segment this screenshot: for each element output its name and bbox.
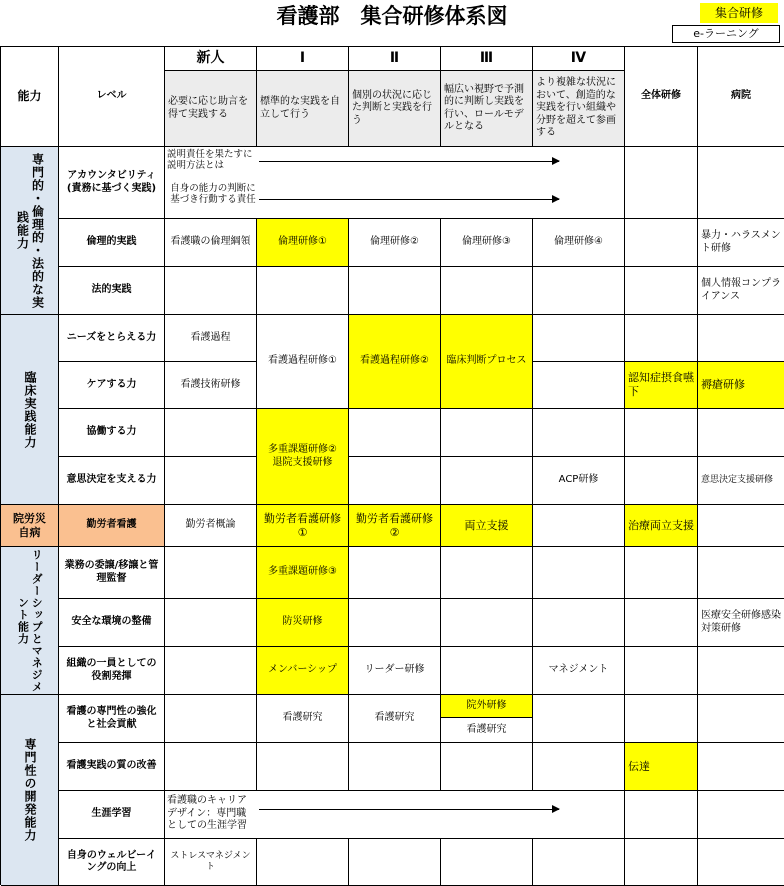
needs-4 (533, 315, 625, 362)
ethics-1: 倫理研修① (257, 219, 349, 267)
process-1: 看護過程研修① (257, 315, 349, 409)
category-clinical (1, 315, 59, 505)
legal-1 (257, 267, 349, 315)
wellbeing-ward (698, 839, 784, 886)
research-3-wrap (441, 695, 533, 743)
row-needs: ニーズをとらえる力 (59, 315, 165, 362)
professional-new (165, 695, 257, 743)
member-ward (698, 647, 784, 695)
research-2: 看護研究 (349, 695, 441, 743)
management-4: マネジメント (533, 647, 625, 695)
lifelong-arrow (259, 809, 559, 810)
quality-3 (441, 743, 533, 791)
wound-ward: 褥瘡研修 (698, 362, 784, 409)
multi-3: 多重課題研修③ (257, 547, 349, 599)
header-level: レベル (59, 47, 165, 147)
accountability-item-1: 説明責任を果たすに説明方法とは (167, 149, 253, 172)
row-legal: 法的実践 (59, 267, 165, 315)
row-delegation: 業務の委譲/移譲と管理監督 (59, 547, 165, 599)
environment-new (165, 599, 257, 647)
delegation-3 (441, 547, 533, 599)
quality-new (165, 743, 257, 791)
collab-2 (349, 409, 441, 457)
row-labor: 勤労者看護 (59, 505, 165, 547)
delegation-4 (533, 547, 625, 599)
decision-3 (441, 457, 533, 505)
collab-new (165, 409, 257, 457)
level-name-1: Ⅰ (257, 47, 349, 71)
level-name-4: Ⅳ (533, 47, 625, 71)
dementia-all: 認知症摂食嚥下 (625, 362, 698, 409)
legal-2 (349, 267, 441, 315)
ethics-ward: 暴力・ハラスメント研修 (698, 219, 784, 267)
labor-1: 勤労者看護研修① (257, 505, 349, 547)
ethics-3: 倫理研修③ (441, 219, 533, 267)
category-ethics (1, 147, 59, 315)
delegation-2 (349, 547, 441, 599)
environment-3 (441, 599, 533, 647)
decision-2 (349, 457, 441, 505)
legend-group-training: 集合研修 (700, 3, 778, 23)
row-professional: 看護の専門性の強化と社会貢献 (59, 695, 165, 743)
legal-new (165, 267, 257, 315)
category-development (1, 695, 59, 886)
header-ability: 能力 (1, 47, 59, 147)
accountability-all (625, 147, 698, 219)
professional-4 (533, 695, 625, 743)
quality-2 (349, 743, 441, 791)
needs-all (625, 315, 698, 362)
row-wellbeing: 自身のウェルビーイングの向上 (59, 839, 165, 886)
multi-discharge-1 (257, 409, 349, 505)
delegation-new (165, 547, 257, 599)
legal-4 (533, 267, 625, 315)
collab-3 (441, 409, 533, 457)
decision-new (165, 457, 257, 505)
external-training: 院外研修 (441, 695, 532, 718)
legal-ward: 個人情報コンプライアンス (698, 267, 784, 315)
legal-all (625, 267, 698, 315)
research-3: 看護研究 (466, 723, 507, 735)
collab-ward (698, 409, 784, 457)
environment-2 (349, 599, 441, 647)
accountability-arrow-1 (259, 161, 559, 162)
discharge-label: 退院支援研修 (272, 456, 333, 468)
quality-ward (698, 743, 784, 791)
care-4 (533, 362, 625, 409)
row-decision: 意思決定を支える力 (59, 457, 165, 505)
lifelong-span (165, 791, 625, 839)
multi-task-2-label: 多重課題研修② (268, 444, 337, 455)
category-development-label: 専門性の開発能力 (23, 738, 37, 842)
row-care: ケアする力 (59, 362, 165, 409)
delegation-all (625, 547, 698, 599)
ethics-all (625, 219, 698, 267)
labor-ward (698, 505, 784, 547)
row-member: 組織の一員としての役割発揮 (59, 647, 165, 695)
labor-4 (533, 505, 625, 547)
header-all-training: 全体研修 (625, 47, 698, 147)
environment-all (625, 599, 698, 647)
membership-1: メンバーシップ (257, 647, 349, 695)
row-lifelong: 生涯学習 (59, 791, 165, 839)
safety-ward: 医療安全研修感染対策研修 (698, 599, 784, 647)
professional-ward (698, 695, 784, 743)
wellbeing-3 (441, 839, 533, 886)
training-grid (0, 46, 784, 885)
ethics-new: 看護職の倫理綱領 (165, 219, 257, 267)
level-name-3: Ⅲ (441, 47, 533, 71)
level-desc-4: より複雑な状況において、創造的な実践を行い組織や分野を超えて参画する (533, 71, 625, 147)
ethics-4: 倫理研修④ (533, 219, 625, 267)
stress-new: ストレスマネジメント (165, 839, 257, 886)
care-new: 看護技術研修 (165, 362, 257, 409)
process-2: 看護過程研修② (349, 315, 441, 409)
category-leadership (1, 547, 59, 695)
needs-ward (698, 315, 784, 362)
needs-new: 看護過程 (165, 315, 257, 362)
page-title: 看護部 集合研修体系図 (276, 4, 508, 28)
row-quality: 看護実践の質の改善 (59, 743, 165, 791)
accountability-item-2: 自身の能力の判断に基づき行動する責任 (170, 183, 256, 206)
wellbeing-2 (349, 839, 441, 886)
member-all (625, 647, 698, 695)
decision-ward: 意思決定支援研修 (698, 457, 784, 505)
ethics-2: 倫理研修② (349, 219, 441, 267)
collab-4 (533, 409, 625, 457)
wellbeing-all (625, 839, 698, 886)
balance-3: 両立支援 (441, 505, 533, 547)
level-desc-2: 個別の状況に応じた判断と実践を行う (349, 71, 441, 147)
category-ethics-label: 専門的・倫理的・法的な実践能力 (15, 152, 45, 309)
category-leadership-label: リーダーシップとマネジメント能力 (16, 548, 44, 693)
level-desc-new: 必要に応じ助言を得て実践する (165, 71, 257, 147)
disaster-1: 防災研修 (257, 599, 349, 647)
treatment-all: 治療両立支援 (625, 505, 698, 547)
header-ward: 病院 (698, 47, 784, 147)
decision-all (625, 457, 698, 505)
lifelong-ward (698, 791, 784, 839)
level-name-2: Ⅱ (349, 47, 441, 71)
category-labor-label: 院労災自病 (13, 511, 46, 539)
level-desc-1: 標準的な実践を自立して行う (257, 71, 349, 147)
row-collab: 協働する力 (59, 409, 165, 457)
labor-new: 勤労者概論 (165, 505, 257, 547)
clinical-judgement-3: 臨床判断プロセス (441, 315, 533, 409)
member-3 (441, 647, 533, 695)
accountability-arrow-2 (259, 199, 559, 200)
level-name-new: 新人 (165, 47, 257, 71)
environment-4 (533, 599, 625, 647)
category-labor (1, 505, 59, 547)
quality-4 (533, 743, 625, 791)
category-clinical-label: 臨床実践能力 (23, 370, 37, 449)
research-1: 看護研究 (257, 695, 349, 743)
row-environment: 安全な環境の整備 (59, 599, 165, 647)
level-desc-3: 幅広い視野で予測的に判断し実践を行い、ロールモデルとなる (441, 71, 533, 147)
member-new (165, 647, 257, 695)
lifelong-all (625, 791, 698, 839)
accountability-ward (698, 147, 784, 219)
legal-3 (441, 267, 533, 315)
row-accountability: アカウンタビリティ(責務に基づく実践) (59, 147, 165, 219)
collab-all (625, 409, 698, 457)
career-design: 看護職のキャリアデザイン：専門職としての生涯学習 (167, 795, 247, 831)
labor-2: 勤労者看護研修② (349, 505, 441, 547)
legend-elearning: e-ラーニング (672, 25, 780, 43)
acp-4: ACP研修 (533, 457, 625, 505)
row-ethics: 倫理的実践 (59, 219, 165, 267)
wellbeing-4 (533, 839, 625, 886)
wellbeing-1 (257, 839, 349, 886)
succession-all: 伝達 (625, 743, 698, 791)
leader-2: リーダー研修 (349, 647, 441, 695)
delegation-ward (698, 547, 784, 599)
quality-1 (257, 743, 349, 791)
professional-all (625, 695, 698, 743)
